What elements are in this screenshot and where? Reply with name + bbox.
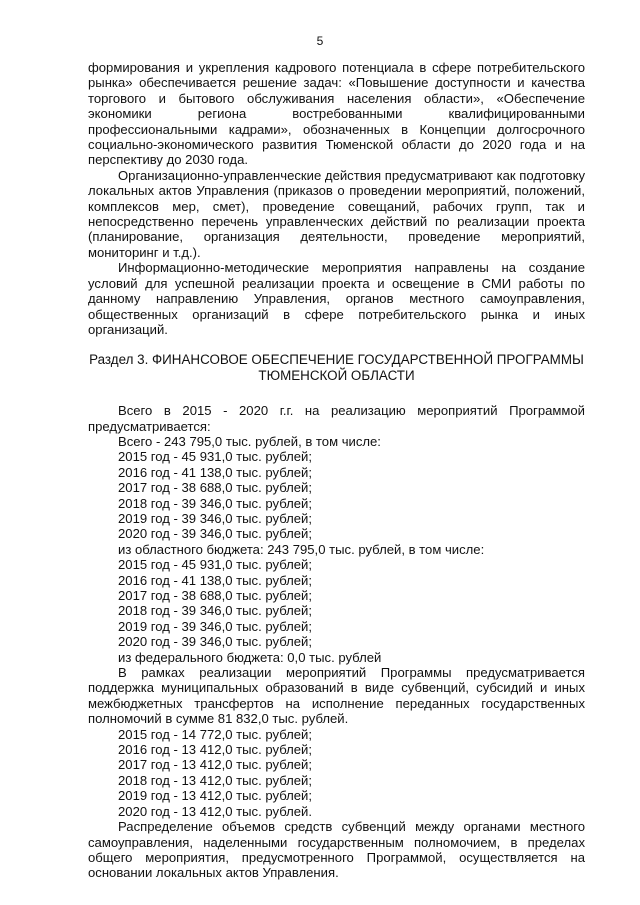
municipal-year-2018: 2018 год - 13 412,0 тыс. рублей; <box>118 772 312 788</box>
page-number: 5 <box>316 34 324 48</box>
municipal-year-2020: 2020 год - 13 412,0 тыс. рублей. <box>118 803 312 819</box>
municipal-year-2016: 2016 год - 13 412,0 тыс. рублей; <box>118 742 312 758</box>
regional-year-2016: 2016 год - 41 138,0 тыс. рублей; <box>118 572 312 588</box>
regional-budget-block <box>88 542 585 665</box>
total-year-2018: 2018 год - 39 346,0 тыс. рублей; <box>118 495 312 511</box>
section-title-line-2: ТЮМЕНСКОЙ ОБЛАСТИ <box>258 367 415 383</box>
paragraph-information-methodical: Информационно-методические мероприятия направлены на создание условий для успешной реализации проекта и освещение в СМИ работы по данному направлению Управления, органов местного самоуправления, общественных организаций в сфере потребительского рынка и иных организаций. <box>88 260 585 337</box>
municipal-year-2017: 2017 год - 13 412,0 тыс. рублей; <box>118 757 312 773</box>
regional-budget: из областного бюджета: 243 795,0 тыс. рублей, в том числе: <box>118 541 485 557</box>
total-funding-block <box>88 434 585 542</box>
municipal-years-block <box>88 727 585 819</box>
finance-intro: Всего в 2015 - 2020 г.г. на реализацию мероприятий Программой предусматривается: <box>88 403 585 434</box>
regional-year-2018: 2018 год - 39 346,0 тыс. рублей; <box>118 603 312 619</box>
municipal-year-2015: 2015 год - 14 772,0 тыс. рублей; <box>118 726 312 742</box>
document-body <box>88 60 585 881</box>
regional-year-2020: 2020 год - 39 346,0 тыс. рублей; <box>118 634 312 650</box>
regional-year-2019: 2019 год - 39 346,0 тыс. рублей; <box>118 618 312 634</box>
paragraph-cadre-tasks: формирования и укрепления кадрового потенциала в сфере потребительского рынка» обеспечивается решение задач: «Повышение доступности и качества торгового и бытового обслуживания населения области», «Обеспечение экономики региона востребованными квалифицированными профессиональными кадрами», обозначенных в Концепции долгосрочного социально-экономического развития Тюменской области до 2020 года и на перспективу до 2030 года. <box>88 60 585 168</box>
total-year-2017: 2017 год - 38 688,0 тыс. рублей; <box>118 480 312 496</box>
section-title-line-1: Раздел 3. ФИНАНСОВОЕ ОБЕСПЕЧЕНИЕ ГОСУДАРСТВЕННОЙ ПРОГРАММЫ <box>89 352 584 368</box>
total-year-2016: 2016 год - 41 138,0 тыс. рублей; <box>118 464 312 480</box>
municipal-support: В рамках реализации мероприятий Программы предусматривается поддержка муниципальных образований в виде субвенций, субсидий и иных межбюджетных трансфертов на исполнение переданных государственных полномочий в сумме 81 832,0 тыс. рублей. <box>88 665 585 727</box>
regional-year-2015: 2015 год - 45 931,0 тыс. рублей; <box>118 557 312 573</box>
section-title <box>88 352 585 383</box>
paragraph-organizational-actions: Организационно-управленческие действия предусматривают как подготовку локальных актов Управления (приказов о проведении мероприятий, положений, комплексов мер, смет), проведение совещаний, рабочих групп, так и непосредственно перечень управленческих действий по реализации проекта (планирование, организация деятельности, проведение мероприятий, мониторинг и т.д.). <box>88 167 585 260</box>
regional-year-2017: 2017 год - 38 688,0 тыс. рублей; <box>118 588 312 603</box>
municipal-year-2019: 2019 год - 13 412,0 тыс. рублей; <box>118 788 312 804</box>
total-funding: Всего - 243 795,0 тыс. рублей, в том числе: <box>118 433 381 449</box>
total-year-2015: 2015 год - 45 931,0 тыс. рублей; <box>118 449 312 465</box>
total-year-2020: 2020 год - 39 346,0 тыс. рублей; <box>118 526 312 542</box>
subvention-distribution: Распределение объемов средств субвенций между органами местного самоуправления, наделенными государственным полномочием, в пределах общего мероприятия, предусмотренного Программой, осуществляется на основании локальных актов Управления. <box>88 819 585 881</box>
total-year-2019: 2019 год - 39 346,0 тыс. рублей; <box>118 510 312 526</box>
federal-budget: из федерального бюджета: 0,0 тыс. рублей <box>118 649 382 665</box>
